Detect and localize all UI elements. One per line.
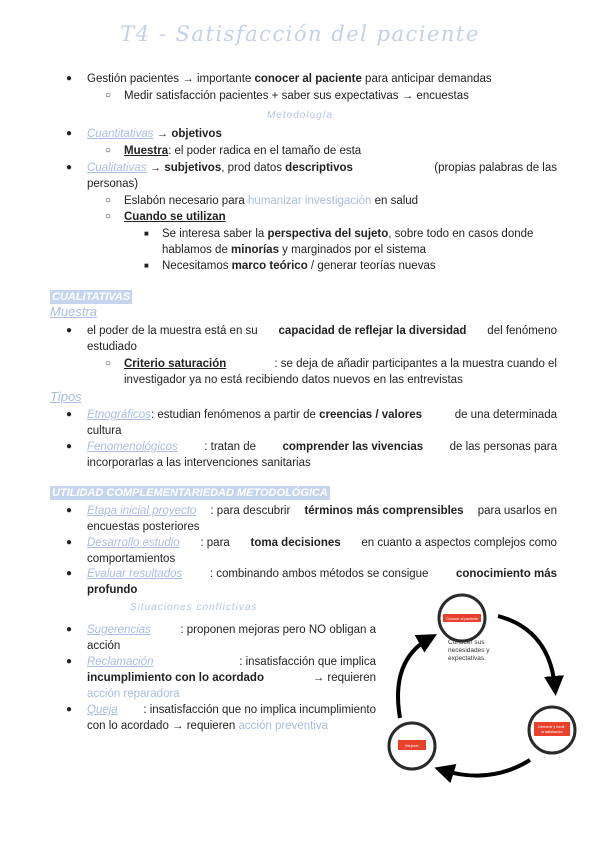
bullet-dot: ● — [66, 162, 73, 173]
tipo-fenomenologicos: Fenomenológicos : tratan de comprender las vivencias de las personas para incorporarlas a las intervenciones sanitarias — [87, 441, 557, 469]
bullet-dot: ● — [66, 537, 73, 548]
bullet-dot: ● — [66, 73, 73, 84]
qual-sq-2: Necesitamos marco teórico / generar teorías nuevas — [162, 260, 436, 272]
criterio-saturacion: Criterio saturación : se deja de añadir participantes a la muestra cuando el investigador ya no está recibiendo datos nuevos en las entrevistas — [124, 358, 557, 386]
cycle-node-mejorar — [389, 723, 435, 769]
cualitativas-bar: CUALITATIVAS — [52, 291, 131, 303]
circle-bullet: ○ — [105, 358, 112, 369]
tipo-etnograficos: Etnográficos: estudian fenómenos a partir de creencias / valores de una determinada cultura — [87, 409, 557, 437]
square-bullet: ■ — [144, 261, 149, 270]
qual-bullet: Cualitativas → subjetivos, prod datos descriptivos (propias palabras de las personas) — [87, 162, 557, 190]
intro-bullet: Gestión pacientes → importante conocer al paciente para anticipar demandas — [87, 73, 492, 85]
utilidad-desarrollo: Desarrollo estudio : para toma decisiones en cuanto a aspectos complejos como comportamientos — [87, 537, 557, 565]
situacion-sugerencias: Sugerencias : proponen mejoras pero NO obligan a acción — [87, 624, 376, 652]
muestra-bullet: el poder de la muestra está en su capacidad de reflejar la diversidad del fenómeno estudiado — [87, 325, 557, 353]
situaciones-heading: Situaciones conflictivas — [130, 602, 258, 613]
cycle-arrow-bottom — [442, 760, 530, 776]
node2-label: Intervenir y medir la satisfacción — [538, 725, 565, 734]
utilidad-bar: UTILIDAD COMPLEMENTARIEDAD METODOLÓGICA — [52, 487, 328, 499]
circle-bullet: ○ — [105, 90, 112, 101]
cycle-node-conocer — [439, 595, 485, 641]
quant-bullet: Cuantitativas → objetivos — [87, 128, 222, 140]
node3-label: Mejorar — [405, 743, 419, 748]
cycle-node-intervenir — [529, 707, 575, 753]
circle-bullet: ○ — [105, 145, 112, 156]
square-bullet: ■ — [144, 229, 149, 238]
cycle-arrow-left — [398, 638, 430, 718]
utilidad-evaluar: Evaluar resultados : combinando ambos métodos se consigue conocimiento más profundo — [87, 568, 557, 596]
cycle-arrow-top-right — [498, 616, 555, 688]
bullet-dot: ● — [66, 656, 73, 667]
bullet-dot: ● — [66, 325, 73, 336]
qual-sub-1: Eslabón necesario para humanizar investigación en salud — [124, 195, 419, 207]
circle-bullet: ○ — [105, 211, 112, 222]
bullet-dot: ● — [66, 409, 73, 420]
satisfaction-cycle-diagram — [380, 590, 580, 800]
tipos-heading: Tipos — [50, 389, 82, 404]
node1-caption: Conocer sus necesidades y expectativas. — [448, 639, 490, 662]
qual-sub-2: Cuando se utilizan — [124, 211, 226, 223]
bullet-dot: ● — [66, 568, 73, 579]
bullet-dot: ● — [66, 441, 73, 452]
bullet-dot: ● — [66, 624, 73, 635]
situacion-queja: Queja : insatisfacción que no implica incumplimiento con lo acordado → requieren acción preventiva — [87, 704, 376, 732]
bullet-dot: ● — [66, 505, 73, 516]
quant-muestra: Muestra: el poder radica en el tamaño de esta — [124, 145, 362, 157]
situacion-reclamacion: Reclamación : insatisfacción que implica incumplimiento con lo acordado → requieren acción reparadora — [87, 656, 376, 700]
muestra-heading: Muestra — [50, 304, 97, 319]
qual-sq-1: Se interesa saber la perspectiva del sujeto, sobre todo en casos donde hablamos de minorías y marginados por el sistema — [162, 228, 534, 256]
utilidad-etapa-inicial: Etapa inicial proyecto : para descubrir términos más comprensibles para usarlos en encuestas posteriores — [87, 505, 557, 533]
intro-sub-bullet: Medir satisfacción pacientes + saber sus expectativas → encuestas — [124, 90, 469, 102]
bullet-dot: ● — [66, 128, 73, 139]
node1-label: Conocer al paciente — [446, 617, 478, 621]
bullet-dot: ● — [66, 704, 73, 715]
metodologia-heading: Metodología — [266, 110, 334, 121]
circle-bullet: ○ — [105, 195, 112, 206]
page-title: T4 - Satisfacción del paciente — [120, 22, 480, 46]
